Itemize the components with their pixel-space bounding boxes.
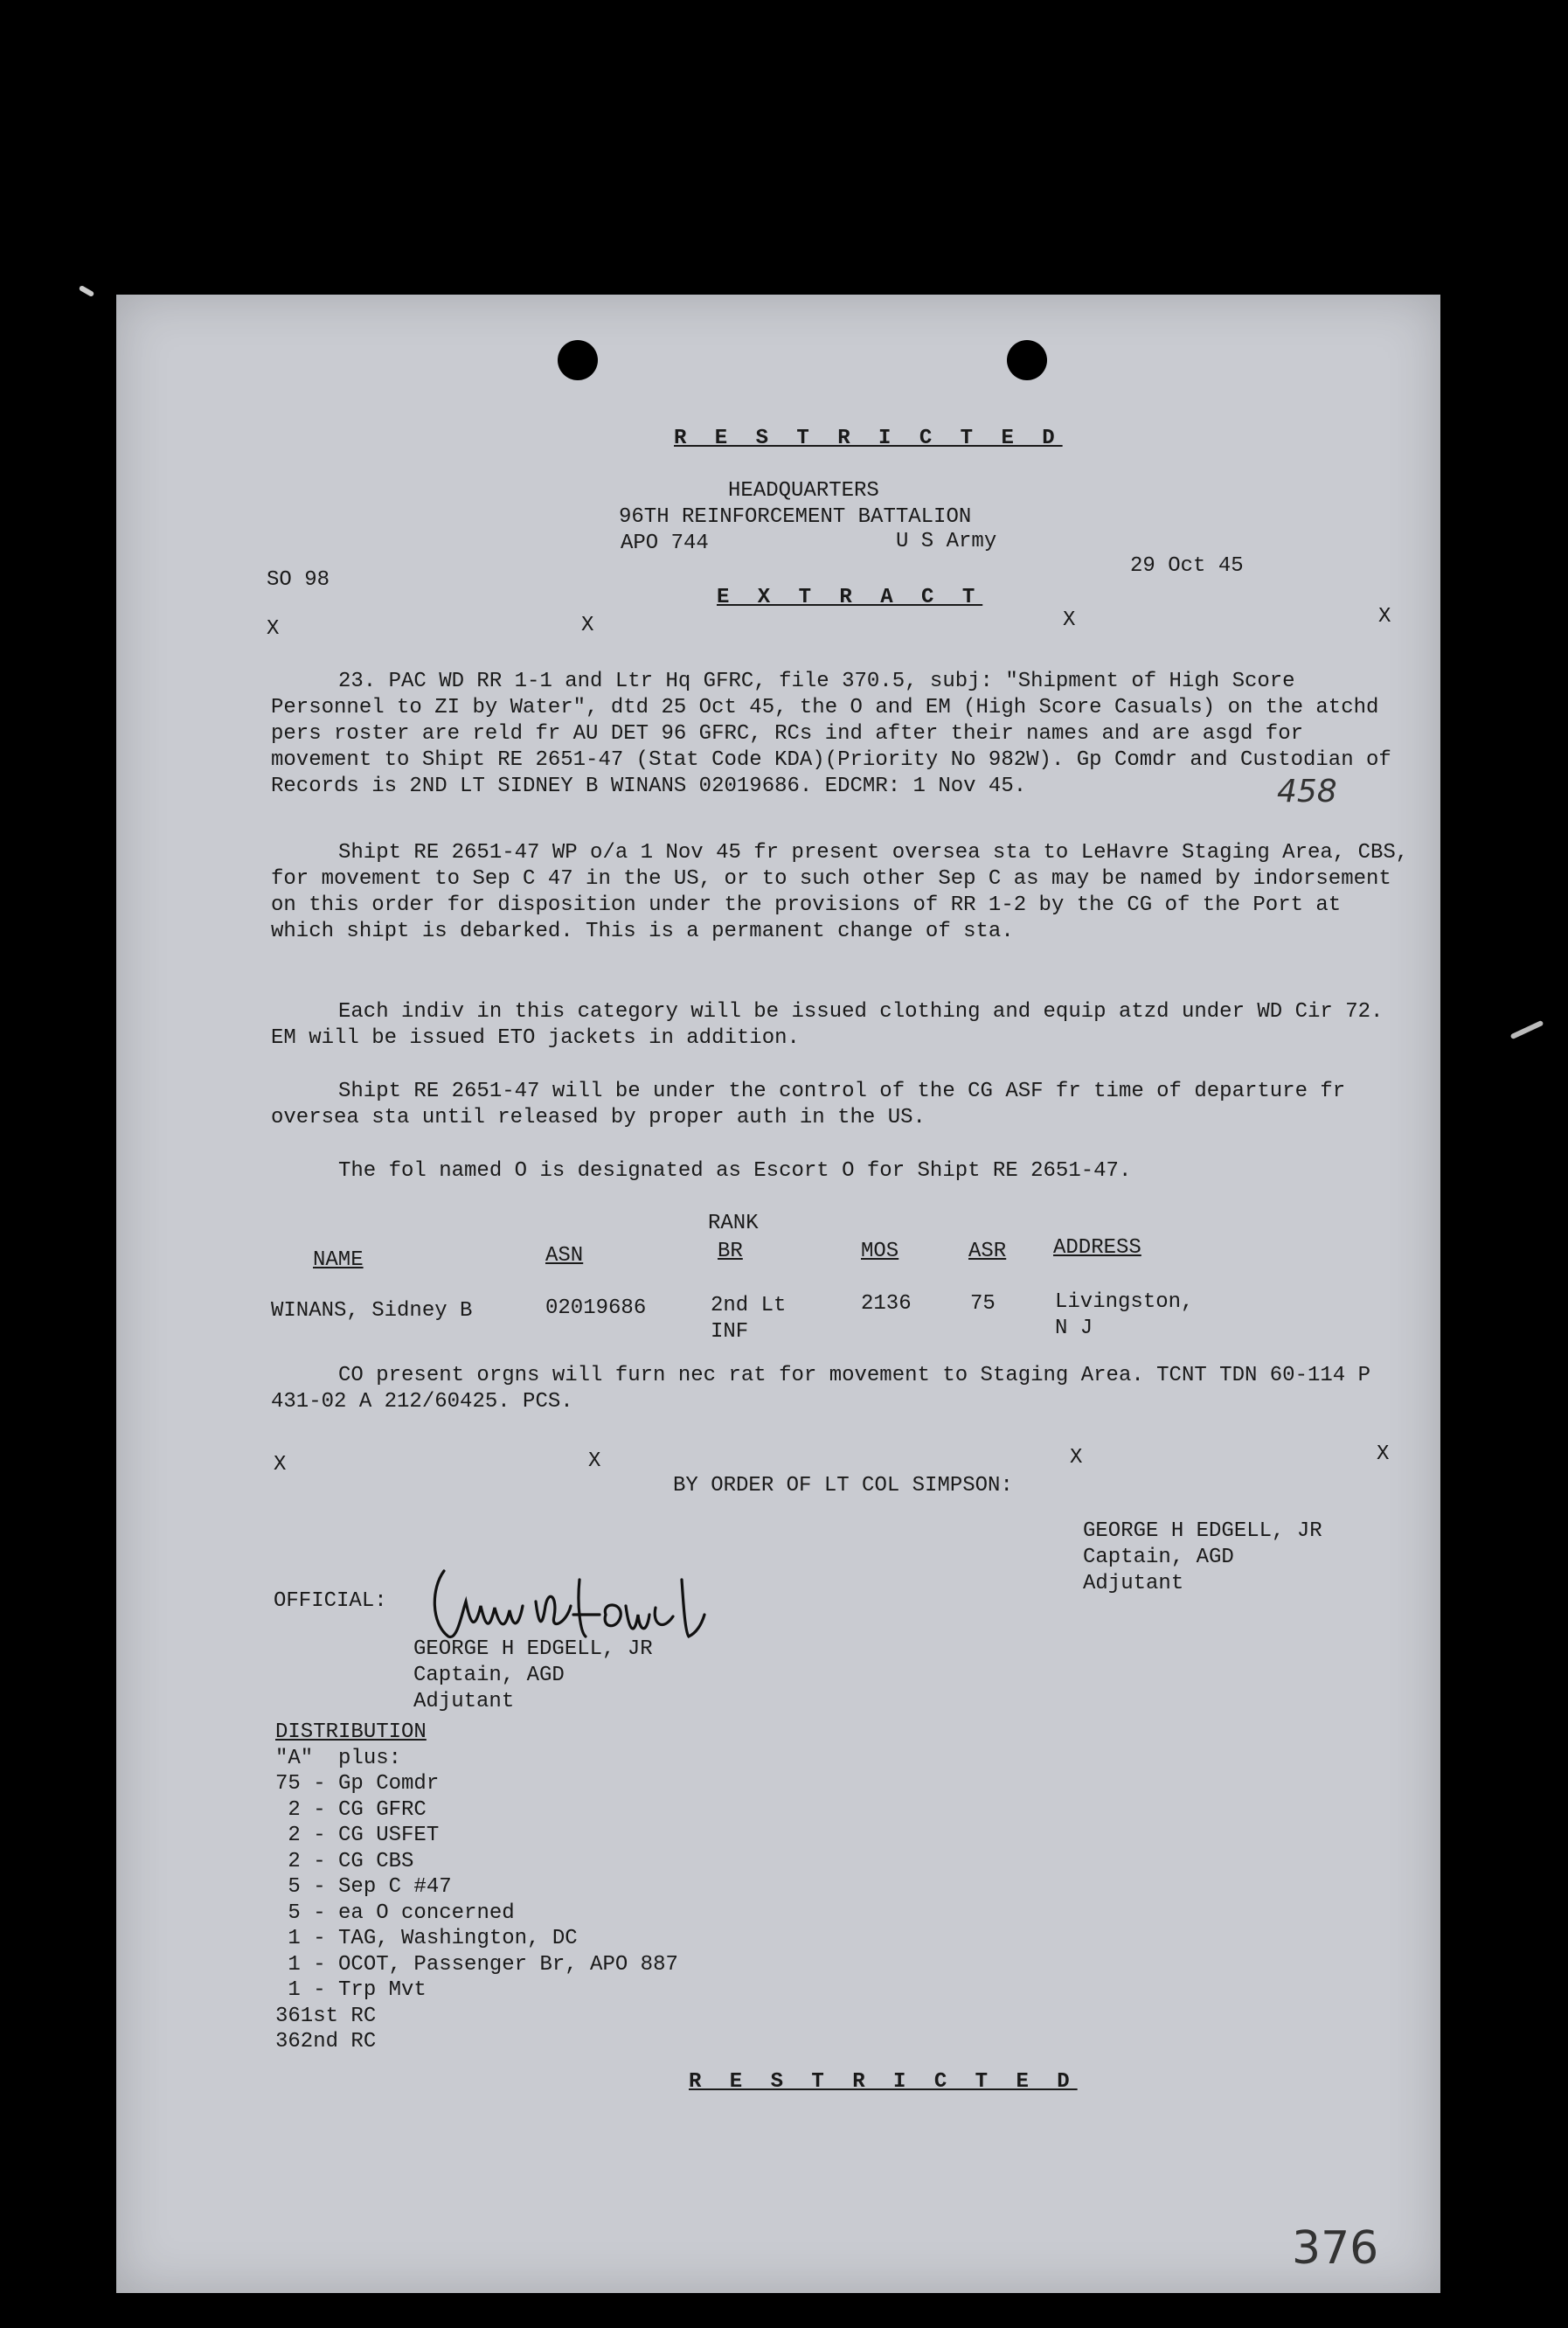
header-asn: ASN (545, 1244, 584, 1268)
paragraph-rations: CO present orgns will furn nec rat for movement to Staging Area. TCNT TDN 60-114 P 431-02 A 212/60425. PCS. (271, 1364, 1370, 1414)
distribution-line: "A" plus: (275, 1746, 402, 1770)
signature (427, 1553, 732, 1650)
x-mark: X (1070, 1446, 1083, 1470)
header-address: ADDRESS (1053, 1236, 1141, 1260)
paragraph-23: 23. PAC WD RR 1-1 and Ltr Hq GFRC, file 370.5, subj: "Shipment of High Score Personnel to ZI by Water", dtd 25 Oct 45, the O and EM (High Score Casuals) on the atchd pers roster are reld fr AU DET 96 GFRC, RCs ind after their names and are asgd for movement to Shipt RE 2651-47 (Stat Code KDA)(Priority No 982W). Gp Comdr and Custodian of Records is 2ND LT SIDNEY B WINANS 02019686. EDCMR: 1 Nov 45. (271, 670, 1391, 798)
classification-bottom: R E S T R I C T E D (689, 2070, 1078, 2094)
handwritten-number: 458 (1277, 774, 1337, 810)
distribution-line: 361st RC (275, 2004, 377, 2028)
header-br: BR (718, 1240, 743, 1263)
escort-mos: 2136 (861, 1292, 912, 1316)
distribution-line: 5 - ea O concerned (275, 1901, 515, 1925)
distribution-line: 2 - CG USFET (275, 1824, 440, 1847)
apo: APO 744 (621, 532, 709, 555)
extract-label: E X T R A C T (717, 586, 983, 609)
x-mark: X (267, 617, 280, 641)
official-name: GEORGE H EDGELL, JR (413, 1637, 653, 1661)
page-number: 376 (1292, 2222, 1379, 2275)
distribution-line: 362nd RC (275, 2030, 377, 2054)
escort-address-line1: Livingston, (1055, 1290, 1194, 1314)
distribution-line: 1 - TAG, Washington, DC (275, 1927, 578, 1950)
header-mos: MOS (861, 1240, 899, 1263)
distribution-line: 5 - Sep C #47 (275, 1875, 452, 1899)
escort-name: WINANS, Sidney B (271, 1299, 473, 1323)
distribution-list (275, 1720, 678, 2055)
by-order: BY ORDER OF LT COL SIMPSON: (673, 1474, 1013, 1498)
header-name: NAME (313, 1248, 364, 1272)
distribution-line: 2 - CG GFRC (275, 1797, 427, 1822)
header-asr: ASR (968, 1240, 1007, 1263)
official-label: OFFICIAL: (274, 1589, 387, 1613)
margin-mark (79, 285, 95, 297)
margin-mark (1510, 1020, 1544, 1039)
escort-asn: 02019686 (545, 1296, 647, 1320)
official-rank: Captain, AGD (413, 1664, 565, 1687)
x-mark: X (581, 614, 594, 637)
paragraph-control: Shipt RE 2651-47 will be under the control of the CG ASF fr time of departure fr oversea sta until released by proper auth in the US. (271, 1080, 1346, 1129)
escort-rank: 2nd Lt (711, 1294, 787, 1317)
escort-asr: 75 (970, 1292, 996, 1316)
x-mark: X (588, 1449, 601, 1473)
header-rank: RANK (708, 1212, 759, 1235)
paragraph-clothing: Each indiv in this category will be issued clothing and equip atzd under WD Cir 72. EM will be issued ETO jackets in addition. (271, 1000, 1384, 1050)
order-number: SO 98 (267, 568, 330, 592)
x-mark: X (1378, 605, 1391, 629)
distribution-line: 2 - CG CBS (275, 1849, 414, 1873)
unit-line-1: HEADQUARTERS (728, 479, 879, 503)
order-date: 29 Oct 45 (1130, 554, 1244, 578)
x-mark: X (1063, 608, 1076, 632)
distribution-line: 1 - OCOT, Passenger Br, APO 887 (275, 1952, 678, 1977)
punch-hole (558, 340, 598, 380)
escort-branch: INF (711, 1320, 749, 1344)
signer-title: Adjutant (1083, 1572, 1184, 1595)
document-page (116, 295, 1440, 2293)
distribution-heading: DISTRIBUTION (275, 1720, 427, 1744)
x-mark: X (1377, 1442, 1390, 1466)
official-title: Adjutant (413, 1690, 515, 1713)
signer-rank: Captain, AGD (1083, 1546, 1234, 1569)
paragraph-shipment: Shipt RE 2651-47 WP o/a 1 Nov 45 fr present oversea sta to LeHavre Staging Area, CBS, for movement to Sep C 47 in the US, or to such other Sep C as may be named by indorsement on this order for disposition under the provisions of RR 1-2 by the CG of the Port at which shipt is debarked. This is a permanent change of sta. (271, 841, 1409, 943)
punch-hole (1007, 340, 1047, 380)
escort-address-line2: N J (1055, 1317, 1093, 1340)
classification-top: R E S T R I C T E D (674, 427, 1063, 450)
unit-line-2: 96TH REINFORCEMENT BATTALION (619, 505, 972, 529)
paragraph-escort: The fol named O is designated as Escort O for Shipt RE 2651-47. (338, 1159, 1132, 1183)
x-mark: X (274, 1453, 287, 1477)
signer-name: GEORGE H EDGELL, JR (1083, 1519, 1322, 1543)
distribution-line: 75 - Gp Comdr (275, 1772, 440, 1796)
army: U S Army (896, 530, 997, 553)
distribution-line: 1 - Trp Mvt (275, 1978, 427, 2002)
